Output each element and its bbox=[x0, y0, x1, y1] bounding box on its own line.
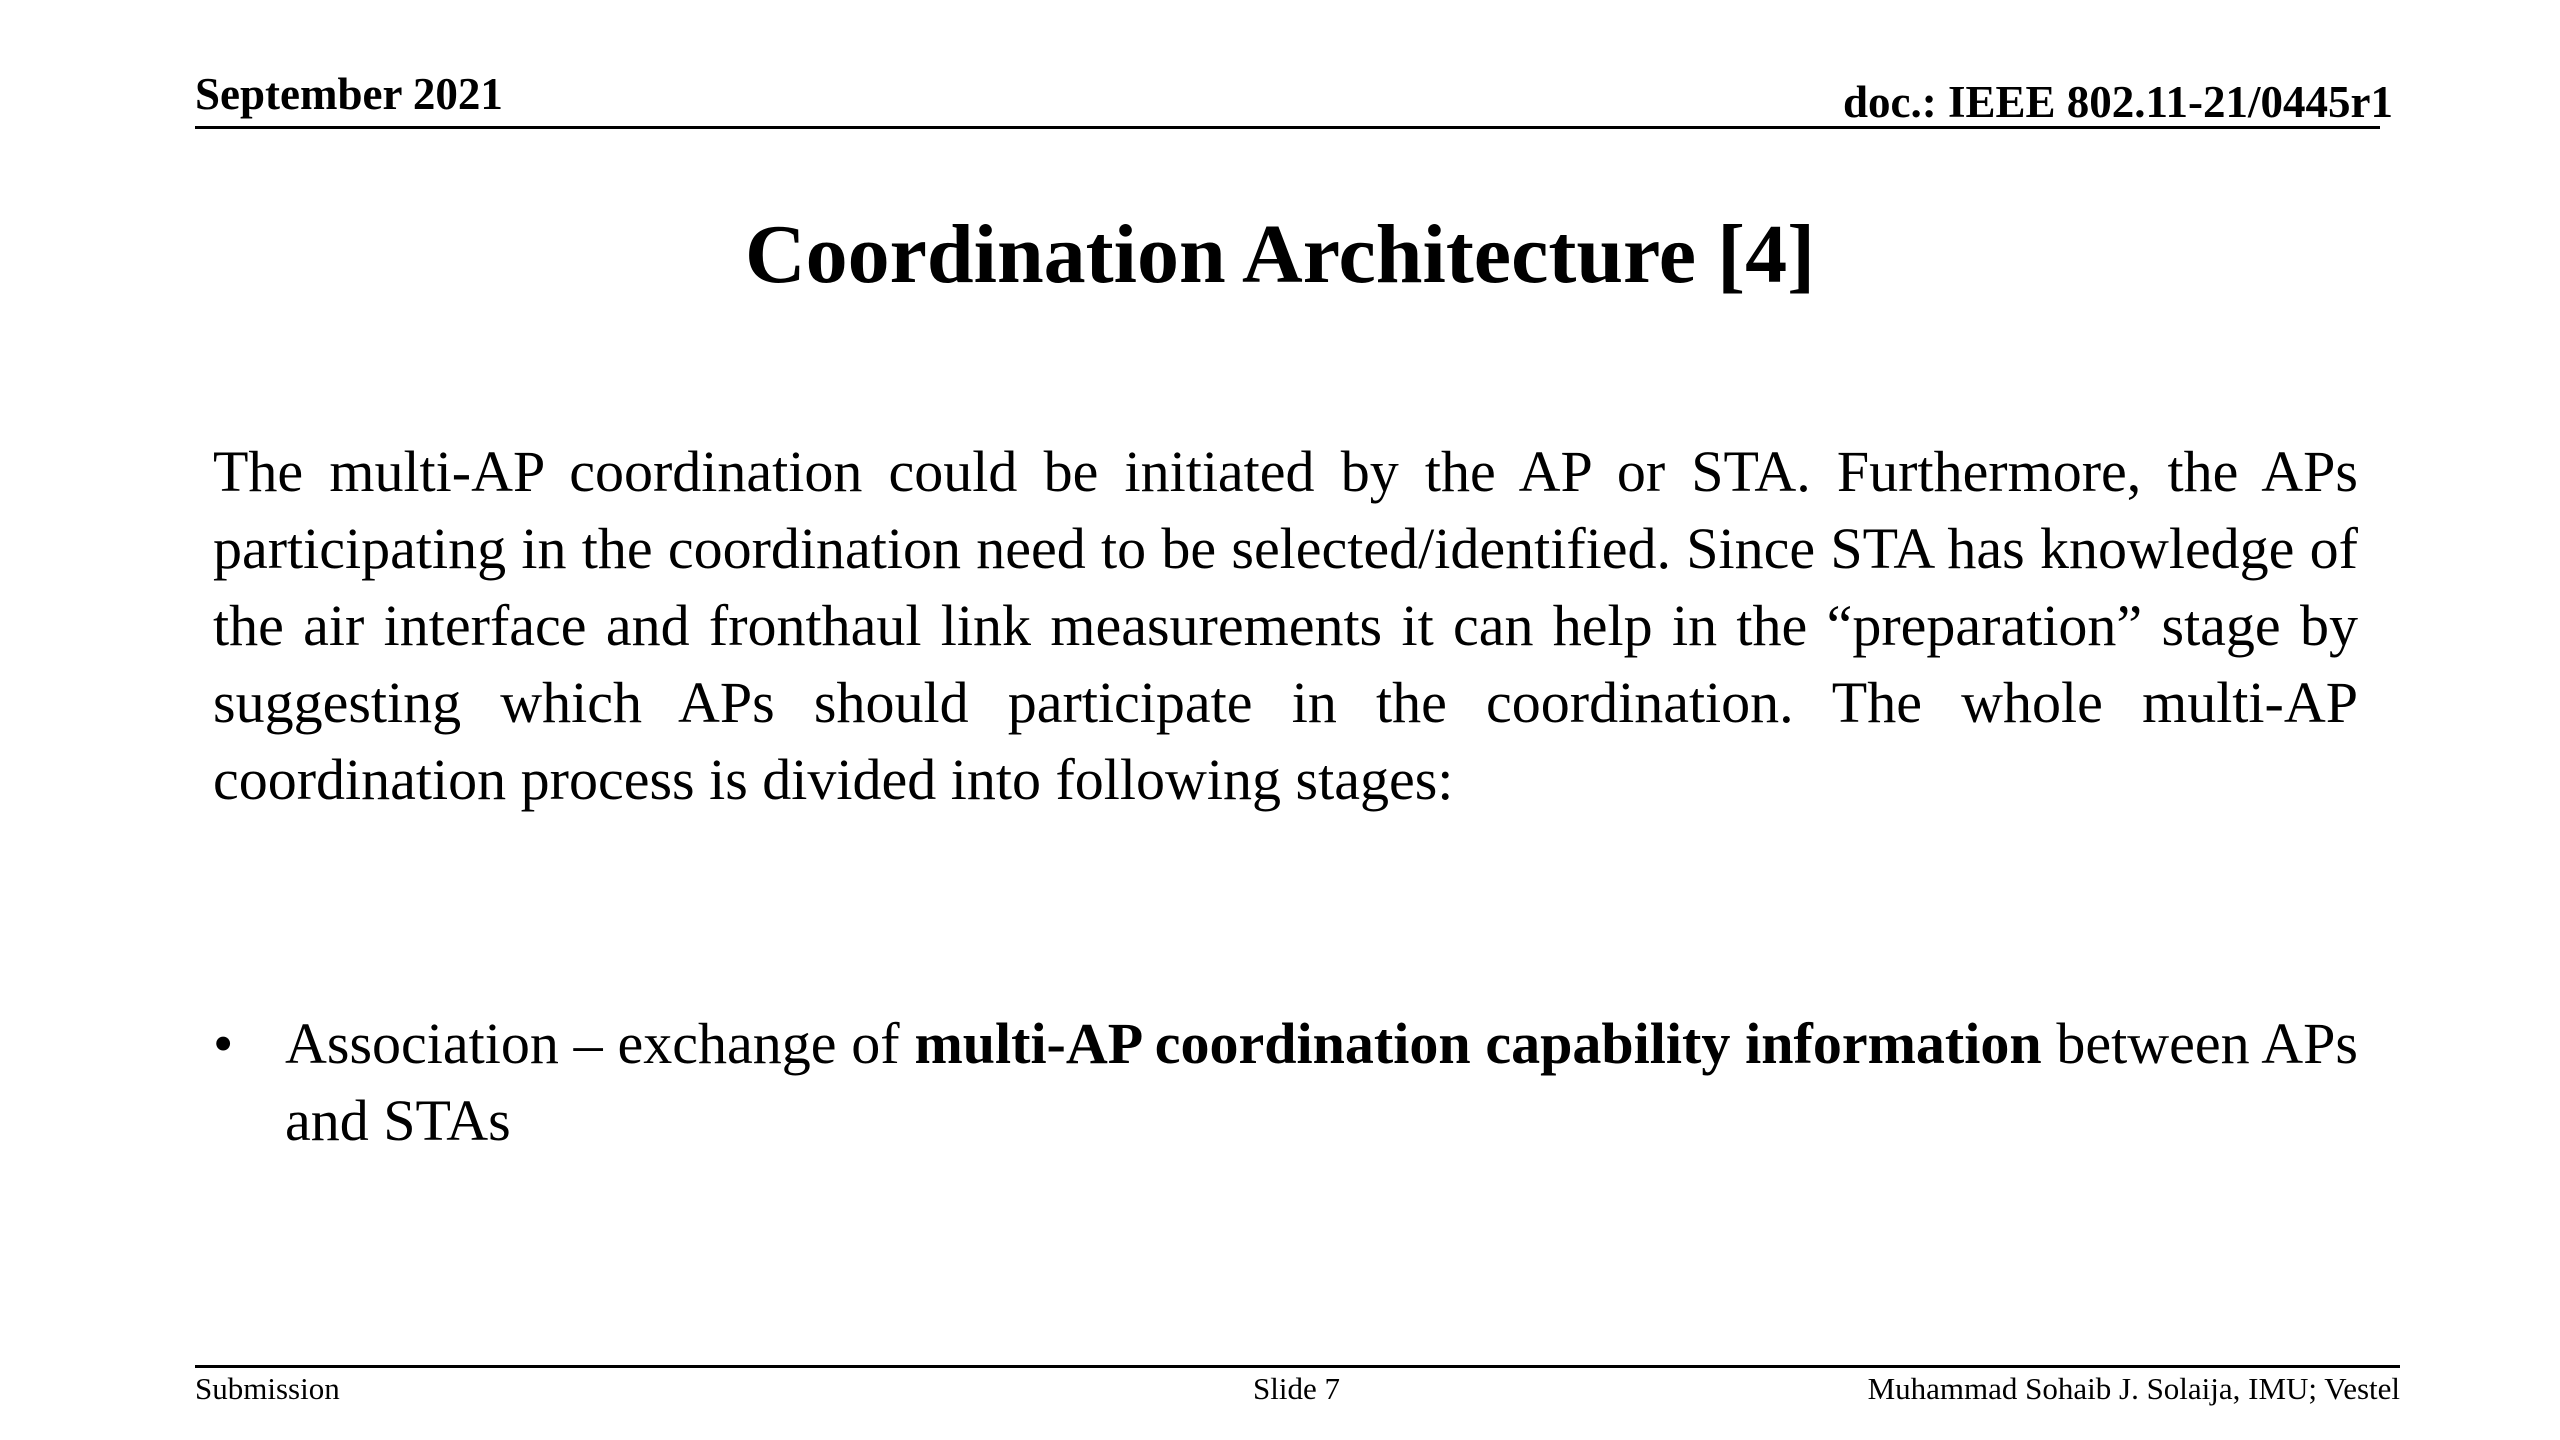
header-date: September 2021 bbox=[195, 69, 503, 119]
bullet-text-bold: multi-AP coordination capability information bbox=[914, 1011, 2042, 1076]
bullet-item bbox=[213, 1005, 2358, 1159]
footer-submission: Submission bbox=[195, 1371, 340, 1406]
body-paragraph: The multi-AP coordination could be initiated by the AP or STA. Furthermore, the APs participating in the coordination need to be selected/identified. Since STA has knowledge of the air interface and fronthaul link measurements it can help in the “preparation” stage by suggesting which APs should participate in the coordination. The whole multi-AP coordination process is divided into following stages: bbox=[213, 439, 2358, 812]
footer-slide-number: Slide 7 bbox=[1253, 1371, 1340, 1406]
slide-title: Coordination Architecture [4] bbox=[744, 208, 1816, 301]
bullet-text-prefix: Association – exchange of bbox=[285, 1011, 915, 1076]
bullet-marker: • bbox=[213, 1011, 234, 1076]
footer-divider bbox=[195, 1365, 2400, 1368]
header-divider bbox=[195, 126, 2380, 129]
bullet-list bbox=[213, 1005, 2358, 1159]
footer-author: Muhammad Sohaib J. Solaija, IMU; Vestel bbox=[1867, 1371, 2400, 1406]
header-doc-id: doc.: IEEE 802.11-21/0445r1 bbox=[1842, 77, 2393, 127]
bullet-text-suffix: between APs and STAs bbox=[285, 1011, 2358, 1153]
